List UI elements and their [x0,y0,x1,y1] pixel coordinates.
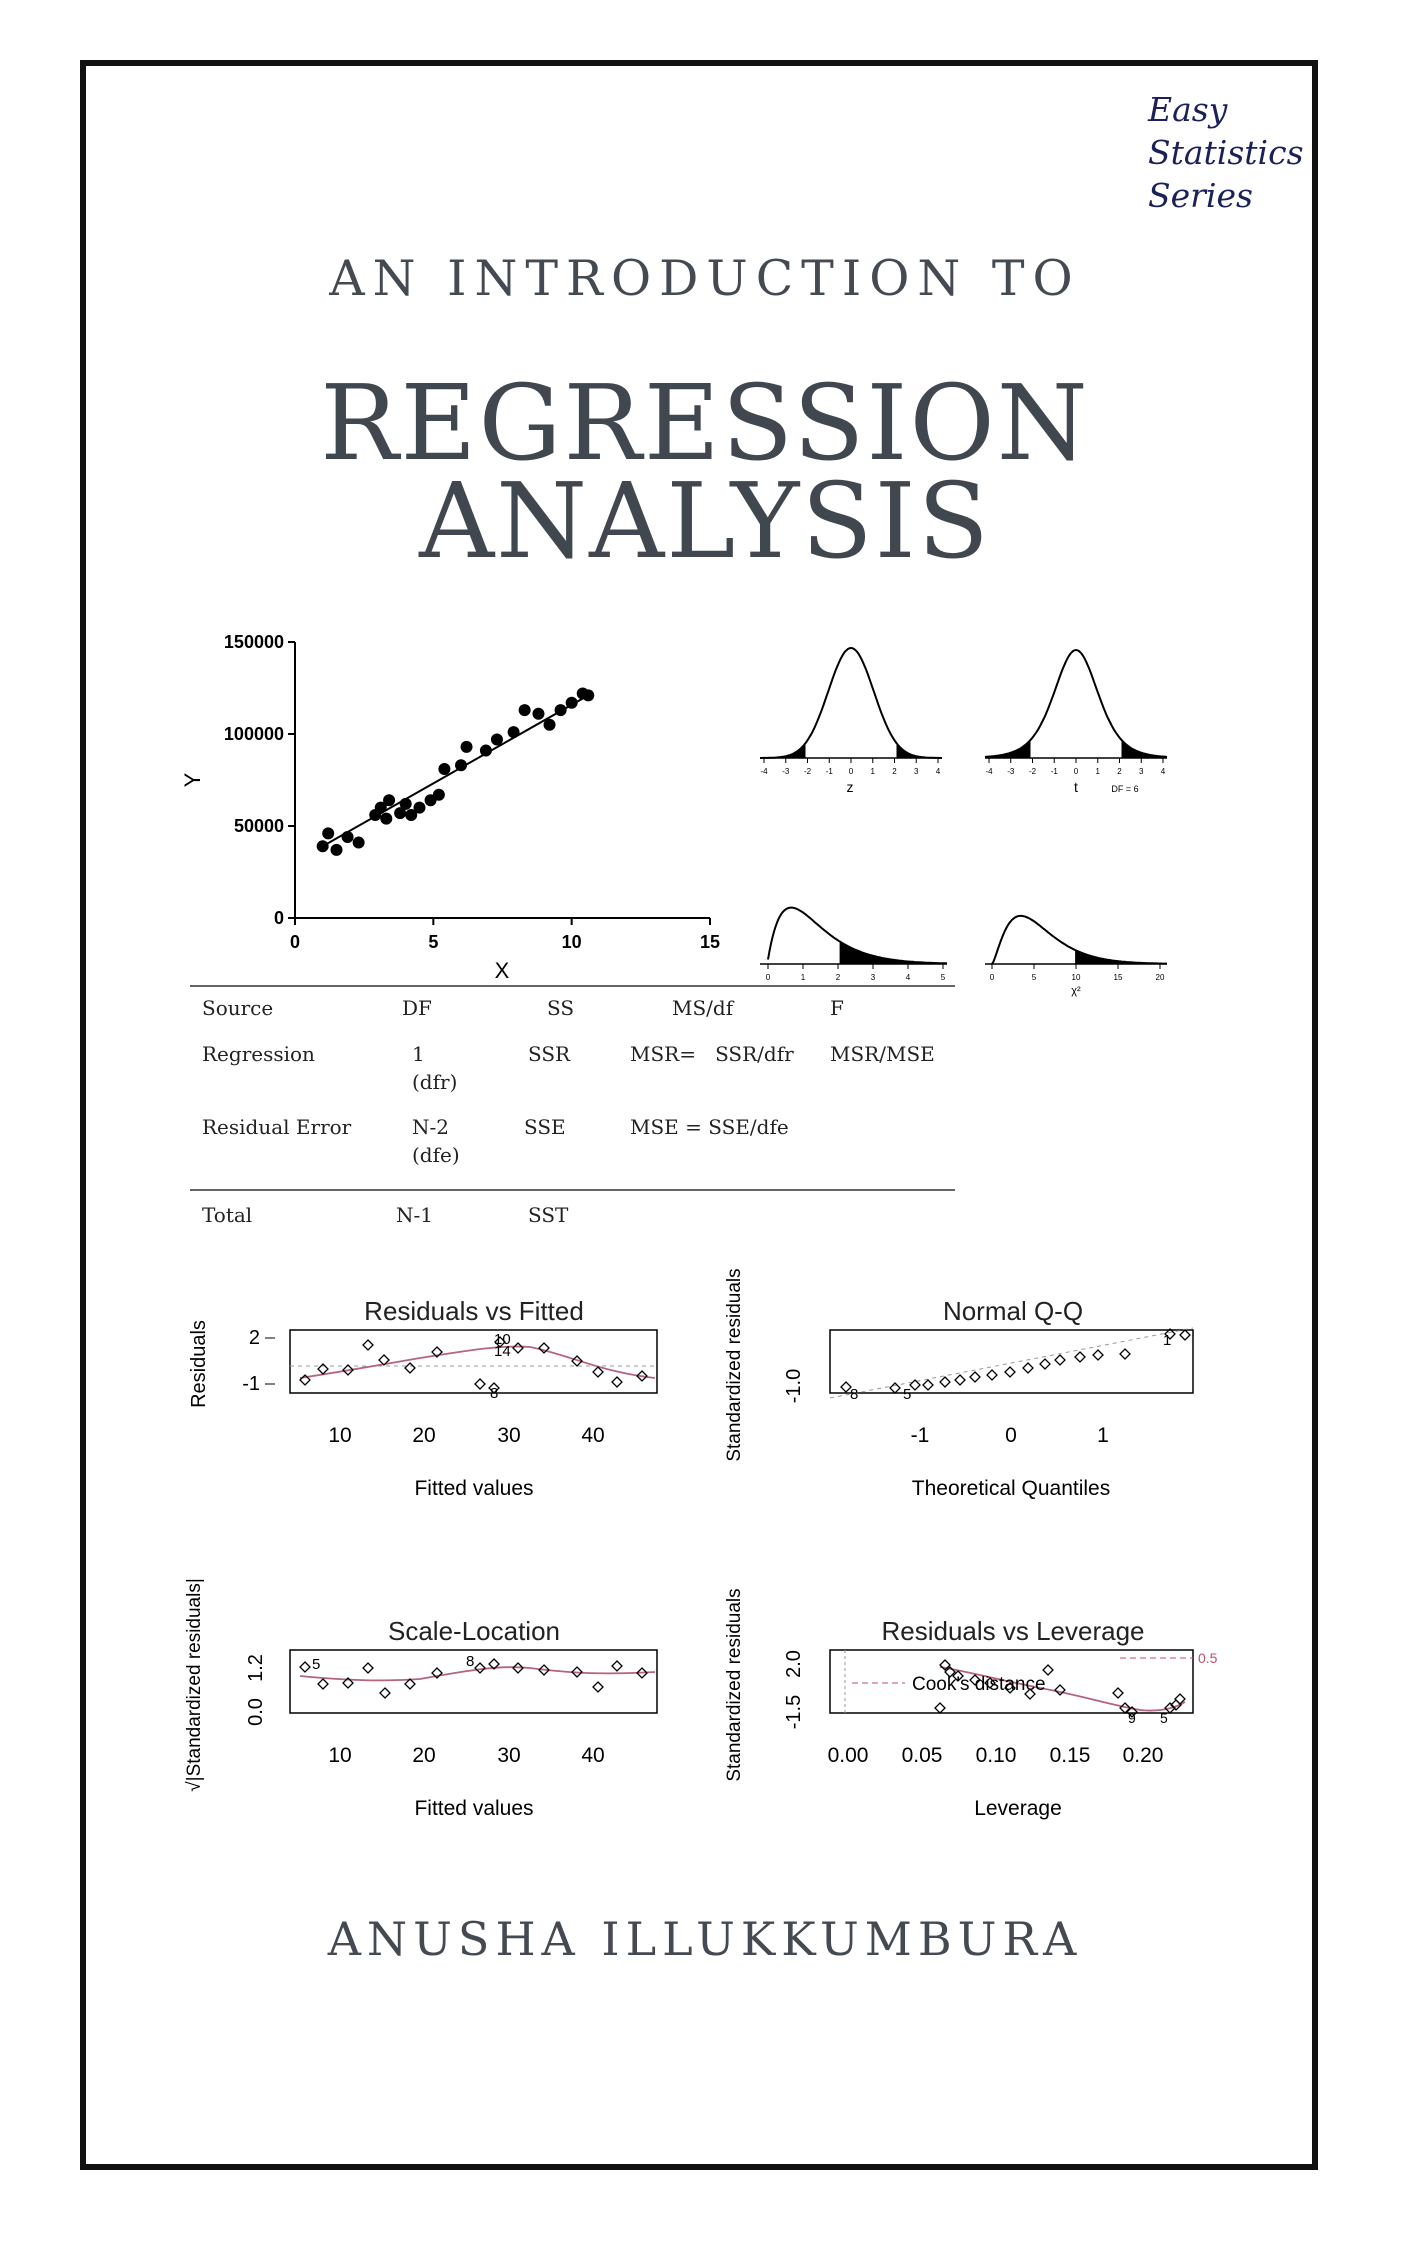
qq-label-8: 8 [850,1386,859,1403]
anova-cell: N-2 [412,1115,449,1139]
t-tick-label: -2 [1028,767,1037,776]
qq-xtick-1: 1 [1097,1424,1109,1447]
f-tick-label: 0 [765,973,771,982]
series-line-1: Easy [1148,90,1228,129]
scatter-point [380,813,392,825]
anova-cell: 1 [412,1042,425,1066]
z-tick-label: -4 [760,767,768,776]
scatter-point [508,726,520,738]
sl-point [593,1682,603,1692]
t-tick-label: 3 [1139,767,1144,776]
scatter-point [383,794,395,806]
rvf-plot-box [290,1330,657,1393]
qq-ytick: -1.0 [783,1368,805,1404]
scatter-x-label: X [494,958,510,983]
scatter-plot [180,632,720,983]
scatter-point [532,708,544,720]
rvf-xtick-30: 30 [497,1424,521,1447]
rvl-cooks-distance: Cook's distance [912,1674,1046,1695]
series-line-3: Series [1148,176,1253,215]
scatter-x-tick-label: 5 [428,932,439,952]
qq-point [940,1377,950,1387]
rvl-xtick-0-15: 0.15 [1049,1744,1091,1767]
t-label: t [1074,779,1078,795]
qq-point [1005,1367,1015,1377]
qq-point [1180,1330,1190,1340]
rvf-xtick-10: 10 [328,1424,352,1447]
sl-point [363,1663,373,1673]
sl-y-label: √|Standardized residuals| [184,1578,205,1792]
scatter-y-tick-label: 150000 [223,632,284,652]
f-tick-label: 5 [940,973,946,982]
anova-cell: SSR [528,1042,571,1066]
rvl-ytick-2: 2.0 [783,1650,805,1678]
t-tick-label: -1 [1050,767,1058,776]
qq-xtick-neg1: -1 [910,1424,930,1447]
qq-xtick-0: 0 [1005,1424,1017,1447]
z-label: z [846,779,854,795]
z-left-tail [760,743,806,758]
rvl-y-label: Standardized residuals [724,1588,745,1782]
scatter-point [582,689,594,701]
scatter-point [544,719,556,731]
z-tick-label: -1 [825,767,833,776]
t-tick-label: 4 [1160,767,1166,776]
qq-y-label: Standardized residuals [724,1268,745,1462]
scatter-point [400,798,412,810]
scatter-point [342,831,354,843]
rvf-xtick-40: 40 [581,1424,605,1447]
scatter-x-tick-label: 15 [699,932,721,952]
sl-x-label: Fitted values [414,1797,534,1820]
scatter-point [519,704,531,716]
rvf-label-14: 14 [494,1343,511,1360]
t-tick-label: 2 [1117,767,1122,776]
scatter-y-tick-label: 100000 [223,724,284,744]
rvf-x-label: Fitted values [414,1477,534,1500]
scatter-point [455,759,467,771]
t-df-label: DF = 6 [1111,784,1139,794]
qq-point [955,1375,965,1385]
qq-point [1093,1350,1103,1360]
qq-point [1055,1355,1065,1365]
qq-point [1023,1363,1033,1373]
chi-tick-label: 15 [1113,973,1123,982]
anova-header-source: Source [202,996,274,1020]
chi-tick-label: 0 [989,973,995,982]
sl-point [380,1688,390,1698]
qq-x-label: Theoretical Quantiles [911,1477,1111,1500]
rvf-label-10: 10 [494,1331,511,1348]
anova-cell: SST [528,1203,569,1227]
sl-smooth-line [300,1667,655,1680]
chi-tick-label: 5 [1031,973,1037,982]
qq-point [970,1372,980,1382]
rvl-xtick-0-20: 0.20 [1122,1744,1164,1767]
rvf-point [475,1379,485,1389]
anova-cell: Residual Error [202,1115,352,1139]
sl-xtick-40: 40 [581,1744,605,1767]
rvl-label-5: 5 [1160,1710,1168,1726]
qq-point [1040,1359,1050,1369]
anova-cell: MSE = SSE/dfe [630,1115,789,1139]
sl-ytick-0: 0.0 [245,1698,267,1726]
sl-point [300,1662,310,1672]
chi-tick-label: 10 [1071,973,1081,982]
t-curve [985,650,1167,757]
t-right-tail [1122,740,1168,758]
anova-cell: (dfe) [412,1143,460,1167]
rvl-title: Residuals vs Leverage [881,1616,1145,1646]
rvf-title: Residuals vs Fitted [364,1296,584,1326]
rvl-point [935,1703,945,1713]
anova-cell: MSR/MSE [830,1042,935,1066]
scatter-point [438,763,450,775]
rvf-xtick-20: 20 [412,1424,436,1447]
anova-header-f: F [830,996,844,1020]
rvf-point [612,1377,622,1387]
rvf-point [363,1340,373,1350]
scatter-point [480,745,492,757]
scatter-point [317,840,329,852]
sl-xtick-10: 10 [328,1744,352,1767]
f-tick-label: 1 [800,973,806,982]
scatter-point [555,704,567,716]
z-right-tail [897,743,943,758]
rvl-xtick-0-00: 0.00 [827,1744,869,1767]
sl-label-8: 8 [466,1653,475,1670]
rvf-label-8: 8 [490,1385,499,1402]
intro-heading: AN INTRODUCTION TO [329,250,1081,307]
scatter-point [331,844,343,856]
anova-header-msdf: MS/df [672,996,734,1020]
qq-point [890,1383,900,1393]
rvf-ytick-neg1: -1 [242,1373,260,1395]
qq-point [987,1370,997,1380]
scatter-y-tick-label: 50000 [233,816,284,836]
scatter-point [433,789,445,801]
qq-label-5: 5 [903,1386,912,1403]
sl-label-5: 5 [312,1656,321,1673]
chi-label: χ² [1071,985,1081,997]
qq-point [923,1380,933,1390]
f-tick-label: 4 [905,973,911,982]
scatter-y-tick-label: 0 [273,908,284,928]
sl-xtick-30: 30 [497,1744,521,1767]
z-tick-label: -3 [782,767,790,776]
scatter-point [491,734,503,746]
z-tick-label: 3 [914,767,919,776]
qq-plot-box [830,1330,1193,1393]
qq-title: Normal Q-Q [942,1296,1084,1326]
qq-reference-line [830,1328,1193,1398]
t-tick-label: 1 [1095,767,1100,776]
rvl-cook-0-5: 0.5 [1198,1650,1218,1666]
f-tick-label: 3 [870,973,876,982]
scatter-x-tick-label: 0 [289,932,301,952]
scatter-x-tick-label: 10 [561,932,582,952]
anova-cell: Regression [202,1042,315,1066]
scatter-point [322,827,334,839]
scatter-regression-line [323,695,589,846]
anova-cell: N-1 [396,1203,433,1227]
rvf-y-label: Residuals [188,1320,210,1408]
series-line-2: Statistics [1148,133,1304,172]
rvf-point [405,1363,415,1373]
author-name: ANUSHA ILLUKKUMBURA [327,1912,1083,1966]
scatter-point [414,802,426,814]
sl-ytick-1-2: 1.2 [245,1654,267,1682]
rvf-ytick-2: 2 [248,1327,260,1349]
anova-cell: (dfr) [412,1070,458,1094]
t-tick-label: -3 [1007,767,1015,776]
anova-header-ss: SS [547,996,575,1020]
rvl-label-9: 9 [1128,1710,1136,1726]
rvl-ytick-neg1-5: -1.5 [783,1694,805,1730]
sl-xtick-20: 20 [412,1744,436,1767]
qq-point [1120,1349,1130,1359]
z-tick-label: -2 [803,767,812,776]
distribution-plots [760,648,1167,997]
title-line-2: ANALYSIS [419,460,991,582]
z-tick-label: 4 [935,767,941,776]
t-left-tail [985,740,1031,758]
qq-point [910,1380,920,1390]
rvf-point [593,1367,603,1377]
z-tick-label: 0 [848,767,854,776]
anova-header-df: DF [402,996,432,1020]
f-tick-label: 2 [835,973,841,982]
rvf-point [513,1343,523,1353]
rvl-xtick-0-10: 0.10 [975,1744,1017,1767]
z-tick-label: 1 [870,767,875,776]
t-tick-label: -4 [985,767,993,776]
z-normal-curve [760,648,942,758]
t-tick-label: 0 [1073,767,1079,776]
scatter-point [566,697,578,709]
rvl-xtick-0-05: 0.05 [901,1744,943,1767]
z-tick-label: 2 [892,767,897,776]
rvl-x-label: Leverage [974,1797,1062,1820]
scatter-point [461,741,473,753]
anova-cell: MSR= SSR/dfr [630,1042,794,1066]
scatter-point [353,837,365,849]
anova-cell: Total [202,1203,253,1227]
sl-point [318,1679,328,1689]
title-line-1: REGRESSION [320,362,1090,484]
sl-point [612,1661,622,1671]
sl-title: Scale-Location [388,1616,560,1646]
scatter-y-label: Y [180,772,205,788]
chi-tick-label: 20 [1155,973,1165,982]
diagnostic-plots [184,1268,1218,1820]
anova-cell: SSE [524,1115,566,1139]
qq-label-1: 1 [1163,1332,1172,1349]
qq-point [1075,1352,1085,1362]
rvl-point [1113,1688,1123,1698]
